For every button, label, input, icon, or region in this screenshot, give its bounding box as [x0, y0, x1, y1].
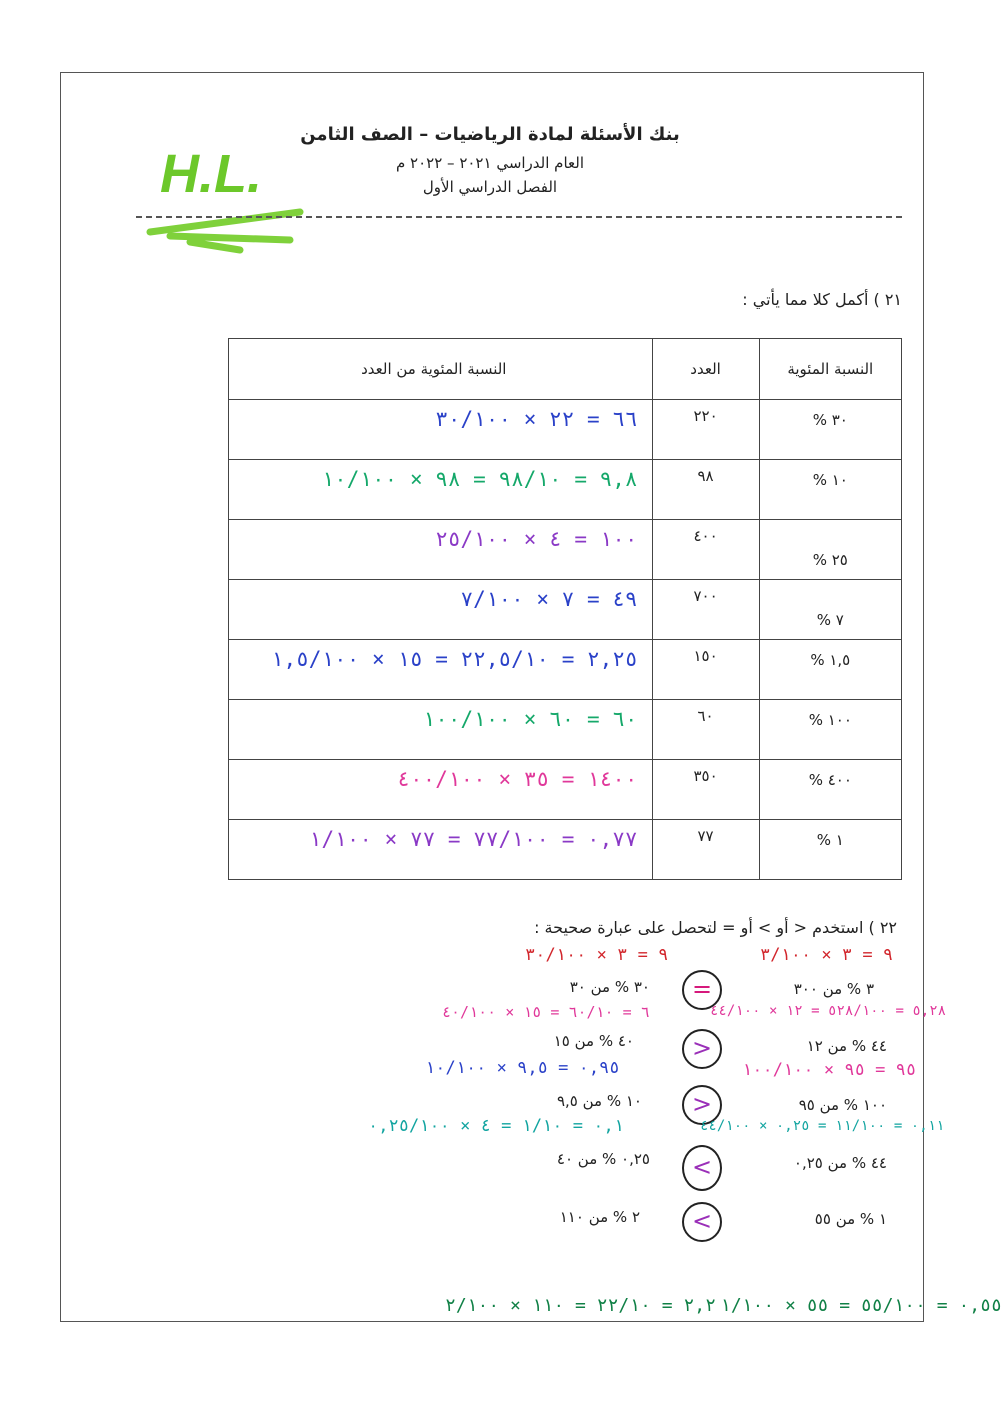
work-right: ٥,٢٨ = ٥٢٨/١٠٠ = ١٢ × ٤٤/١٠٠	[710, 1003, 947, 1019]
logo-text: H.L.	[160, 144, 262, 204]
header-number: العدد	[652, 339, 759, 400]
percent-cell: ١ %	[816, 831, 844, 849]
statement-right: ١٠٠ % من ٩٥	[798, 1096, 887, 1114]
percent-table	[228, 338, 902, 880]
work-left: ٢,٢ = ٢٢/١٠ = ١١٠ × ٢/١٠٠	[445, 1295, 716, 1316]
answer-cell: ٢,٢٥ = ٢٢,٥/١٠ = ١٥ × ١,٥/١٠٠	[270, 647, 638, 671]
number-cell: ٦٠	[697, 707, 714, 725]
number-cell: ٧٠٠	[693, 587, 718, 605]
work-left: ٠,١ = ١/١٠ = ٤ × ٠,٢٥/١٠٠	[368, 1116, 624, 1136]
statement-right: ٤٤ % من ٠,٢٥	[793, 1154, 887, 1172]
work-right: ٠,١١ = ١١/١٠٠ = ٠,٢٥ × ٤٤/١٠٠	[700, 1118, 945, 1134]
table-row	[229, 520, 902, 580]
work-right: ٠,٥٥ = ٥٥/١٠٠ = ٥٥ × ١/١٠٠	[720, 1295, 1002, 1316]
number-cell: ١٥٠	[693, 647, 718, 665]
semester: الفصل الدراسي الأول	[422, 178, 558, 196]
percent-cell: ٤٠٠ %	[808, 771, 852, 789]
number-cell: ٢٢٠	[693, 407, 718, 425]
compare-circle: >	[682, 1029, 722, 1069]
work-left: ٦ = ٦٠/١٠ = ١٥ × ٤٠/١٠٠	[442, 1003, 650, 1021]
statement-right: ٤٤ % من ١٢	[806, 1037, 887, 1055]
table-row	[229, 640, 902, 700]
percent-cell: ١٠٠ %	[808, 711, 852, 729]
percent-cell: ٧ %	[816, 611, 844, 629]
hl-logo	[130, 132, 320, 252]
number-cell: ٣٥٠	[693, 767, 718, 785]
work-right: ٩ = ٣ × ٣/١٠٠	[760, 945, 894, 965]
question-22-prompt: ٢٢ ) استخدم < أو > أو = لتحصل على عبارة صحيحة :	[534, 918, 897, 937]
page-title: بنك الأسئلة لمادة الرياضيات – الصف الثامن	[300, 124, 680, 145]
work-left: ٩ = ٣ × ٣٠/١٠٠	[525, 945, 669, 965]
statement-left: ٤٠ % من ١٥	[553, 1032, 634, 1050]
answer-cell: ٤٩ = ٧ × ٧/١٠٠	[460, 587, 638, 611]
number-cell: ٩٨	[697, 467, 714, 485]
number-cell: ٤٠٠	[693, 527, 718, 545]
compare-circle: <	[682, 1145, 722, 1191]
percent-cell: ١,٥ %	[810, 651, 851, 669]
statement-left: ٢ % من ١١٠	[559, 1208, 640, 1226]
header-result: النسبة المئوية من العدد	[229, 339, 653, 400]
table-row	[229, 460, 902, 520]
work-left: ٠,٩٥ = ٩,٥ × ١٠/١٠٠	[425, 1058, 620, 1078]
statement-left: ١٠ % من ٩,٥	[556, 1092, 642, 1110]
statement-right: ١ % من ٥٥	[814, 1210, 887, 1228]
statement-left: ٣٠ % من ٣٠	[569, 978, 650, 996]
table-row	[229, 400, 902, 460]
table-row	[229, 700, 902, 760]
compare-circle: =	[682, 970, 722, 1010]
table-row	[229, 580, 902, 640]
answer-cell: ٦٠ = ٦٠ × ١٠٠/١٠٠	[422, 707, 638, 731]
percent-cell: ١٠ %	[812, 471, 848, 489]
compare-circle: >	[682, 1085, 722, 1125]
answer-cell: ١٠٠ = ٤ × ٢٥/١٠٠	[435, 527, 638, 551]
table-row	[229, 760, 902, 820]
work-right: ٩٥ = ٩٥ × ١٠٠/١٠٠	[742, 1060, 917, 1080]
answer-cell: ١٤٠٠ = ٣٥ × ٤٠٠/١٠٠	[397, 767, 638, 791]
statement-left: ٠,٢٥ % من ٤٠	[556, 1150, 650, 1168]
table-row	[229, 820, 902, 880]
header-percent: النسبة المئوية	[759, 339, 901, 400]
statement-right: ٣ % من ٣٠٠	[793, 980, 874, 998]
percent-cell: ٢٥ %	[812, 551, 848, 569]
divider	[136, 216, 902, 218]
number-cell: ٧٧	[697, 827, 714, 845]
percent-cell: ٣٠ %	[812, 411, 848, 429]
answer-cell: ٦٦ = ٢٢ × ٣٠/١٠٠	[435, 407, 638, 431]
answer-cell: ٠,٧٧ = ٧٧/١٠٠ = ٧٧ × ١/١٠٠	[308, 827, 638, 851]
question-21-prompt: ٢١ ) أكمل كلا مما يأتي :	[742, 290, 902, 309]
answer-cell: ٩,٨ = ٩٨/١٠ = ٩٨ × ١٠/١٠٠	[321, 467, 638, 491]
academic-year: العام الدراسي ٢٠٢١ – ٢٠٢٢ م	[395, 154, 585, 172]
compare-circle: <	[682, 1202, 722, 1242]
